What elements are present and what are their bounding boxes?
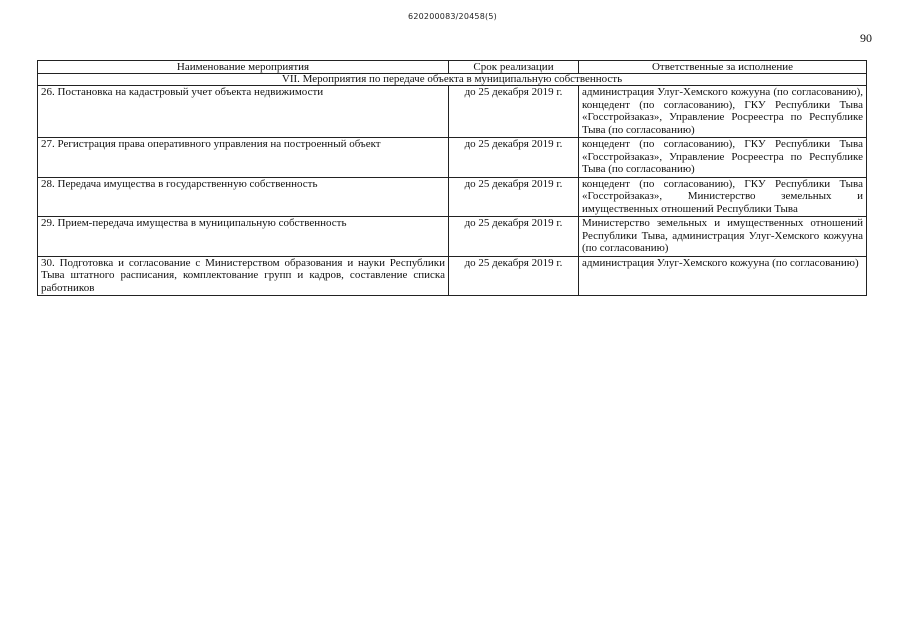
task-cell: 26. Постановка на кадастровый учет объекта недвижимости bbox=[38, 86, 449, 138]
table-row bbox=[38, 177, 867, 217]
deadline-cell: до 25 декабря 2019 г. bbox=[449, 138, 579, 178]
responsible-cell: концедент (по согласованию), ГКУ Республики Тыва «Госстройзаказ», Министерство земельных и имущественных отношений Республики Тыва bbox=[579, 177, 867, 217]
table-header-row bbox=[38, 61, 867, 74]
task-cell: 30. Подготовка и согласование с Министерством образования и науки Республики Тыва штатного расписания, комплектование групп и кадров, составление списка работников bbox=[38, 256, 449, 296]
task-cell: 28. Передача имущества в государственную собственность bbox=[38, 177, 449, 217]
events-table bbox=[37, 60, 867, 296]
table-row bbox=[38, 217, 867, 257]
section-title: VII. Мероприятия по передаче объекта в муниципальную собственность bbox=[38, 74, 867, 86]
document-code: 620200083/20458(5) bbox=[408, 12, 497, 21]
deadline-cell: до 25 декабря 2019 г. bbox=[449, 177, 579, 217]
responsible-cell: администрация Улуг-Хемского кожууна (по согласованию) bbox=[579, 256, 867, 296]
column-header-deadline: Срок реализации bbox=[449, 61, 579, 74]
deadline-cell: до 25 декабря 2019 г. bbox=[449, 217, 579, 257]
task-cell: 27. Регистрация права оперативного управления на построенный объект bbox=[38, 138, 449, 178]
responsible-cell: концедент (по согласованию), ГКУ Республики Тыва «Госстройзаказ», Управление Росреестра по Республике Тыва (по согласованию) bbox=[579, 138, 867, 178]
column-header-event: Наименование мероприятия bbox=[38, 61, 449, 74]
column-header-responsible: Ответственные за исполнение bbox=[579, 61, 867, 74]
section-row bbox=[38, 74, 867, 86]
responsible-cell: администрация Улуг-Хемского кожууна (по согласованию), концедент (по согласованию), ГКУ Республики Тыва «Госстройзаказ», Управление Росреестра по Республике Тыва (по согласованию) bbox=[579, 86, 867, 138]
table-row bbox=[38, 86, 867, 138]
deadline-cell: до 25 декабря 2019 г. bbox=[449, 86, 579, 138]
deadline-cell: до 25 декабря 2019 г. bbox=[449, 256, 579, 296]
responsible-cell: Министерство земельных и имущественных отношений Республики Тыва, администрация Улуг-Хемского кожууна (по согласованию) bbox=[579, 217, 867, 257]
table-row bbox=[38, 138, 867, 178]
table-row bbox=[38, 256, 867, 296]
task-cell: 29. Прием-передача имущества в муниципальную собственность bbox=[38, 217, 449, 257]
page-number: 90 bbox=[860, 31, 872, 45]
